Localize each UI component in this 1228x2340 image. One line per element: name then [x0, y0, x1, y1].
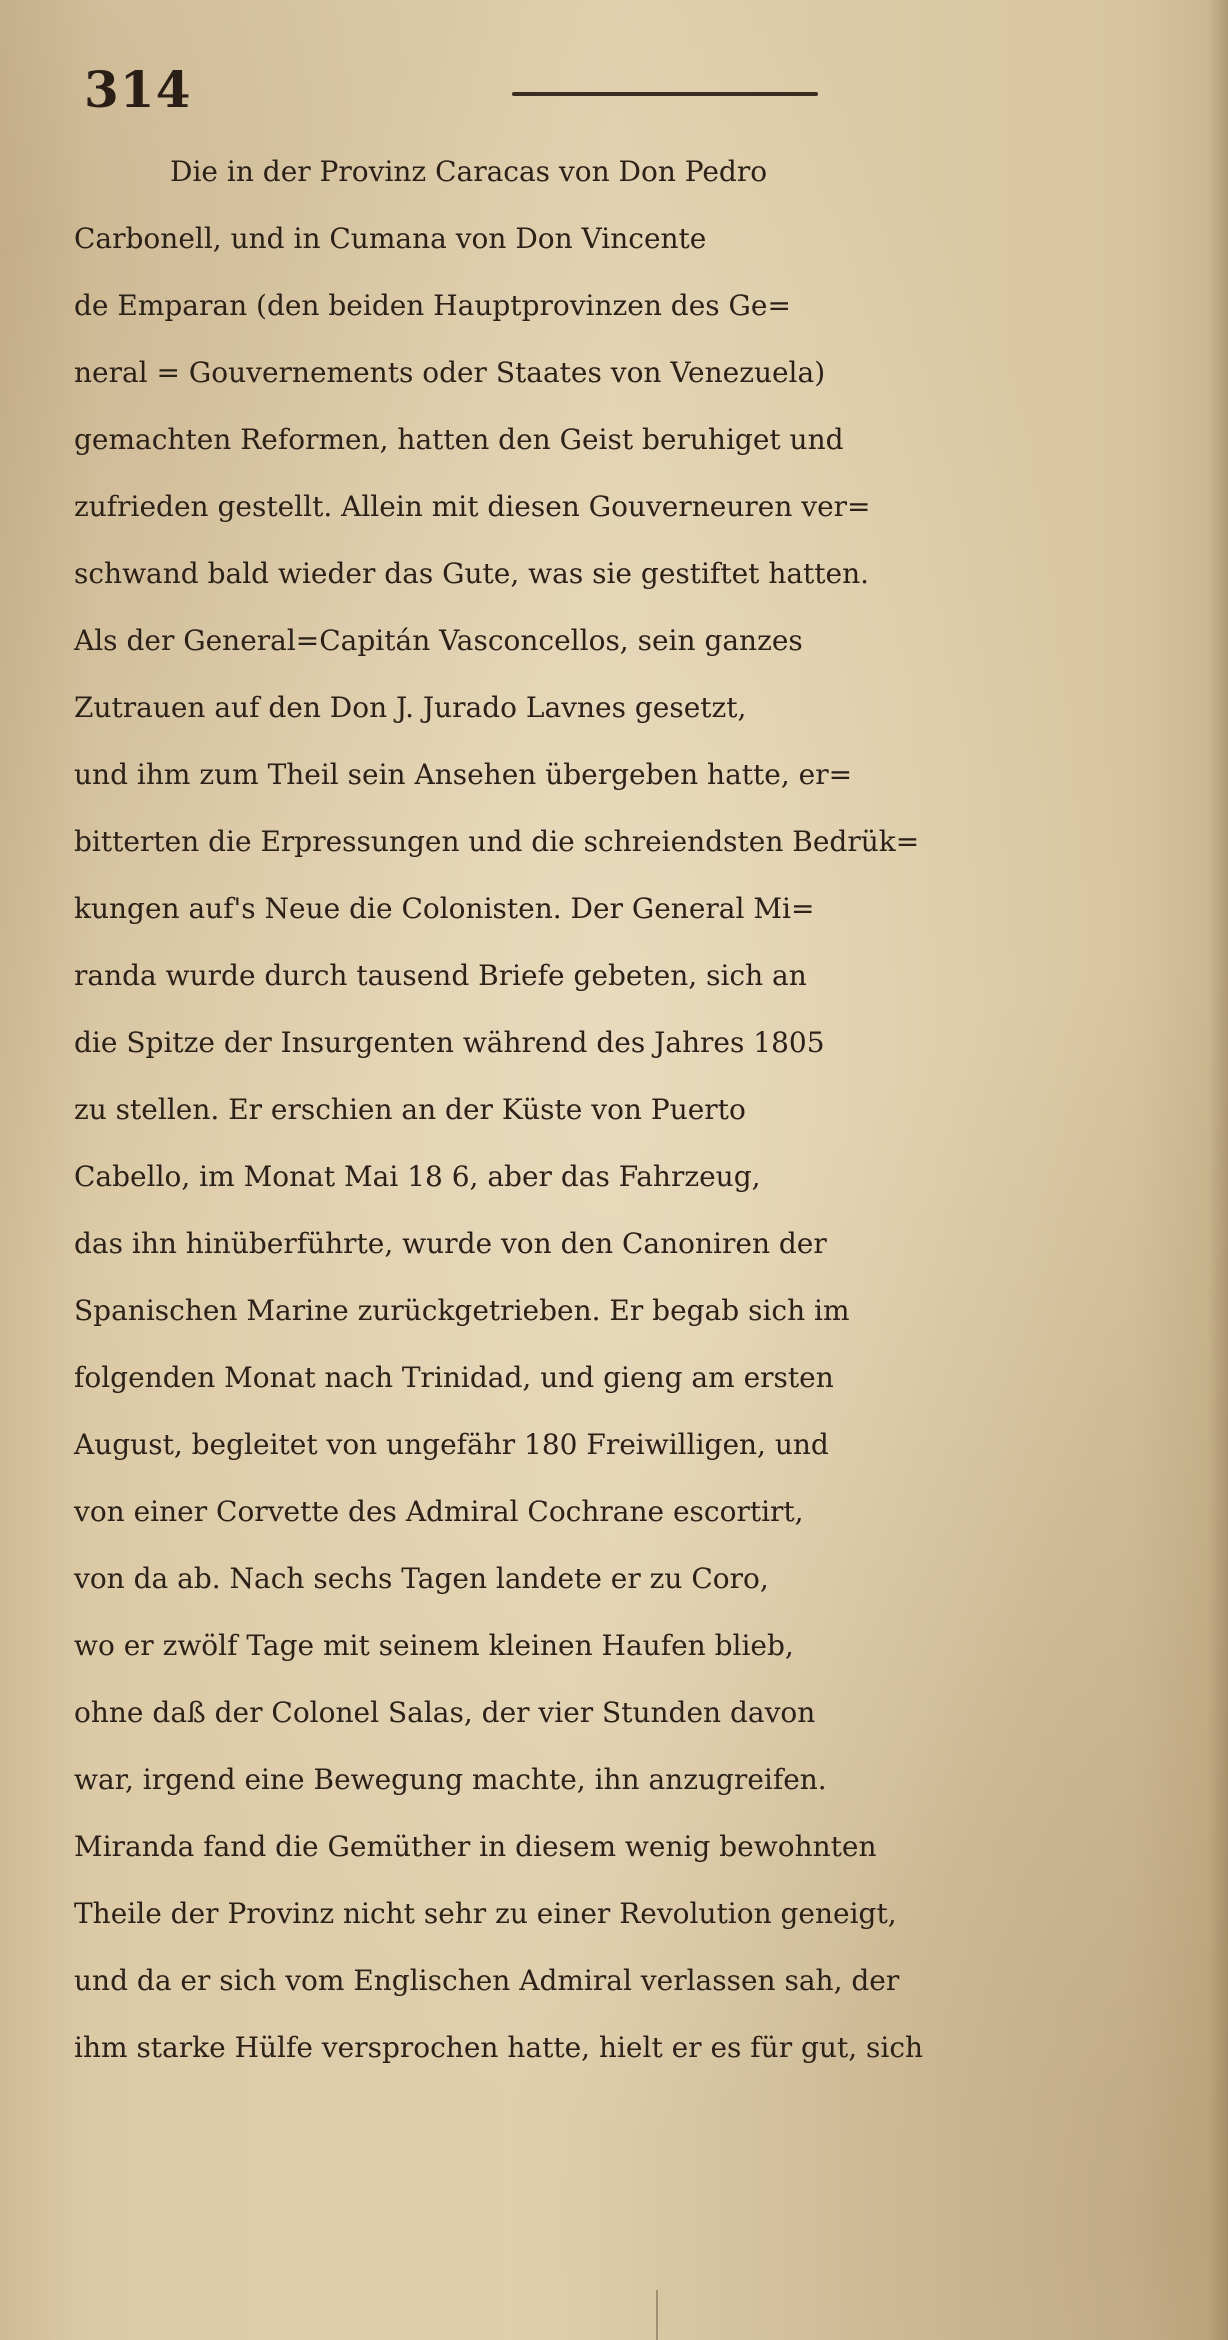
text-line: kungen auf's Neue die Colonisten. Der General Mi= [74, 892, 815, 925]
text-line: von da ab. Nach sechs Tagen landete er zu Coro, [74, 1562, 769, 1595]
text-line: folgenden Monat nach Trinidad, und gieng am ersten [74, 1361, 834, 1394]
binding-mark [656, 2290, 658, 2340]
text-line: Zutrauen auf den Don J. Jurado Lavnes gesetzt, [74, 691, 747, 724]
text-line: ihm starke Hülfe versprochen hatte, hielt er es für gut, sich [74, 2031, 924, 2064]
text-line: bitterten die Erpressungen und die schreiendsten Bedrük= [74, 825, 920, 858]
text-line: und da er sich vom Englischen Admiral verlassen sah, der [74, 1964, 900, 1997]
text-line: de Emparan (den beiden Hauptprovinzen des Ge= [74, 289, 791, 322]
header-rule [512, 92, 818, 96]
text-line: randa wurde durch tausend Briefe gebeten, sich an [74, 959, 807, 992]
text-line: Als der General=Capitán Vasconcellos, sein ganzes [74, 624, 803, 657]
text-line: das ihn hinüberführte, wurde von den Canoniren der [74, 1227, 827, 1260]
text-line: schwand bald wieder das Gute, was sie gestiftet hatten. [74, 557, 870, 590]
text-line: August, begleitet von ungefähr 180 Freiwilligen, und [74, 1428, 829, 1461]
text-line: Spanischen Marine zurückgetrieben. Er begab sich im [74, 1294, 850, 1327]
text-line: war, irgend eine Bewegung machte, ihn anzugreifen. [74, 1763, 827, 1796]
text-line: Carbonell, und in Cumana von Don Vincente [74, 222, 707, 255]
text-line: und ihm zum Theil sein Ansehen übergeben hatte, er= [74, 758, 853, 791]
text-line: ohne daß der Colonel Salas, der vier Stunden davon [74, 1696, 816, 1729]
page-edge-shadow [1208, 0, 1228, 2340]
text-line: von einer Corvette des Admiral Cochrane escortirt, [74, 1495, 804, 1528]
text-line: wo er zwölf Tage mit seinem kleinen Haufen blieb, [74, 1629, 794, 1662]
text-line: Cabello, im Monat Mai 18 6, aber das Fahrzeug, [74, 1160, 761, 1193]
text-line: zufrieden gestellt. Allein mit diesen Gouverneuren ver= [74, 490, 871, 523]
text-line: gemachten Reformen, hatten den Geist beruhiget und [74, 423, 844, 456]
text-line: Die in der Provinz Caracas von Don Pedro [170, 155, 768, 188]
page-number: 314 [84, 60, 192, 119]
text-line: neral = Gouvernements oder Staates von Venezuela) [74, 356, 826, 389]
page-header [84, 52, 1144, 122]
body-text [74, 138, 1224, 2081]
text-line: Theile der Provinz nicht sehr zu einer Revolution geneigt, [74, 1897, 897, 1930]
text-line: zu stellen. Er erschien an der Küste von Puerto [74, 1093, 746, 1126]
text-line: die Spitze der Insurgenten während des Jahres 1805 [74, 1026, 825, 1059]
text-line: Miranda fand die Gemüther in diesem wenig bewohnten [74, 1830, 877, 1863]
